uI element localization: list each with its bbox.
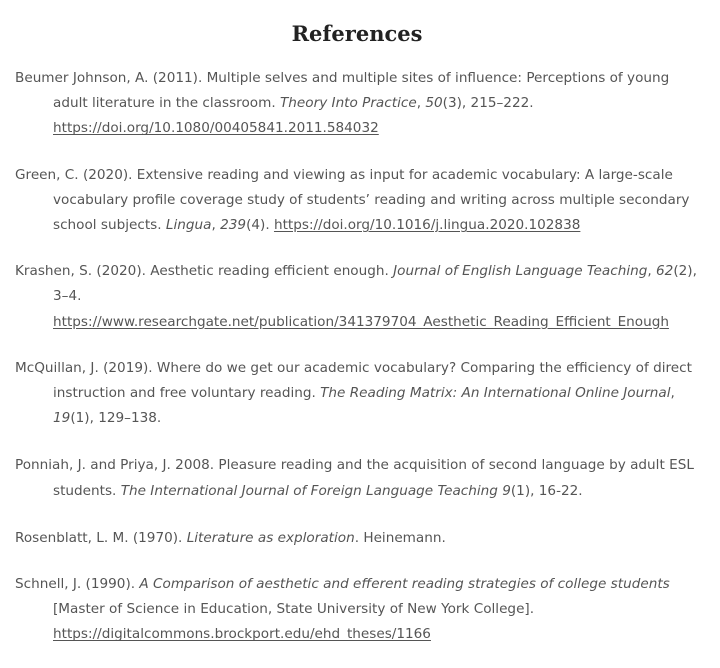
reference-pages: (2), 3–4. — [53, 263, 697, 305]
reference-text: McQuillan, J. (2019). Where do we get our academic vocabulary? Comparing the efficiency of direct instruction and free voluntary reading. — [15, 359, 692, 402]
reference-text: Green, C. (2020). Extensive reading and viewing as input for academic vocabulary: A large-scale vocabulary profile coverage study of students’ reading and writing across multiple secondary school subjects. — [15, 166, 690, 234]
book-title: Literature as exploration — [186, 529, 355, 546]
journal-volume: 50 — [425, 95, 443, 112]
doi-link[interactable]: https://doi.org/10.1016/j.lingua.2020.102838 — [273, 217, 581, 234]
journal-title: The Reading Matrix: An International Online Journal — [320, 385, 671, 402]
reference-text: Krashen, S. (2020). Aesthetic reading efficient enough. — [15, 263, 394, 280]
reference-separator: , — [416, 95, 426, 112]
thesis-title: A Comparison of aesthetic and efferent reading strategies of college students — [139, 576, 670, 593]
journal-title: Lingua — [165, 217, 212, 234]
reference-entry — [15, 163, 700, 239]
url-link[interactable]: https://www.researchgate.net/publication/341379704_Aesthetic_Reading_Efficient_Enough — [53, 313, 669, 330]
reference-pages: (4). — [246, 217, 274, 234]
reference-entry — [15, 453, 700, 503]
reference-entry — [15, 572, 700, 648]
page-title: References — [291, 21, 423, 46]
journal-volume: 19 — [53, 410, 71, 427]
reference-entry — [15, 356, 700, 432]
reference-pages: (3), 215–222. — [442, 95, 534, 112]
journal-volume: 239 — [220, 217, 247, 234]
reference-publisher: . Heinemann. — [354, 529, 446, 546]
journal-volume: 9 — [502, 482, 511, 499]
journal-title: The International Journal of Foreign Language Teaching — [120, 482, 498, 499]
reference-institution: [Master of Science in Education, State University of New York College]. — [53, 601, 535, 618]
reference-text: Schnell, J. (1990). — [15, 576, 140, 593]
reference-separator: , — [670, 385, 675, 402]
doi-link[interactable]: https://doi.org/10.1080/00405841.2011.584032 — [53, 120, 379, 137]
reference-text: Ponniah, J. and Priya, J. 2008. Pleasure reading and the acquisition of second language by adult ESL students. — [15, 457, 694, 499]
reference-entry — [15, 66, 700, 142]
journal-title: Journal of English Language Teaching — [393, 263, 648, 280]
reference-pages: (1), 129–138. — [70, 410, 162, 427]
reference-separator: , — [211, 217, 221, 234]
journal-title: Theory Into Practice — [280, 95, 417, 112]
url-link[interactable]: https://digitalcommons.brockport.edu/ehd_theses/1166 — [53, 626, 431, 643]
reference-separator: , — [647, 263, 657, 280]
journal-volume: 62 — [656, 263, 674, 280]
reference-list — [15, 66, 700, 668]
reference-text: Beumer Johnson, A. (2011). Multiple selves and multiple sites of influence: Perceptions of young adult literature in the classroom. — [15, 70, 670, 112]
reference-pages: (1), 16-22. — [510, 482, 583, 499]
reference-entry — [15, 526, 700, 551]
reference-text: Rosenblatt, L. M. (1970). — [15, 529, 187, 546]
reference-entry — [15, 259, 700, 335]
